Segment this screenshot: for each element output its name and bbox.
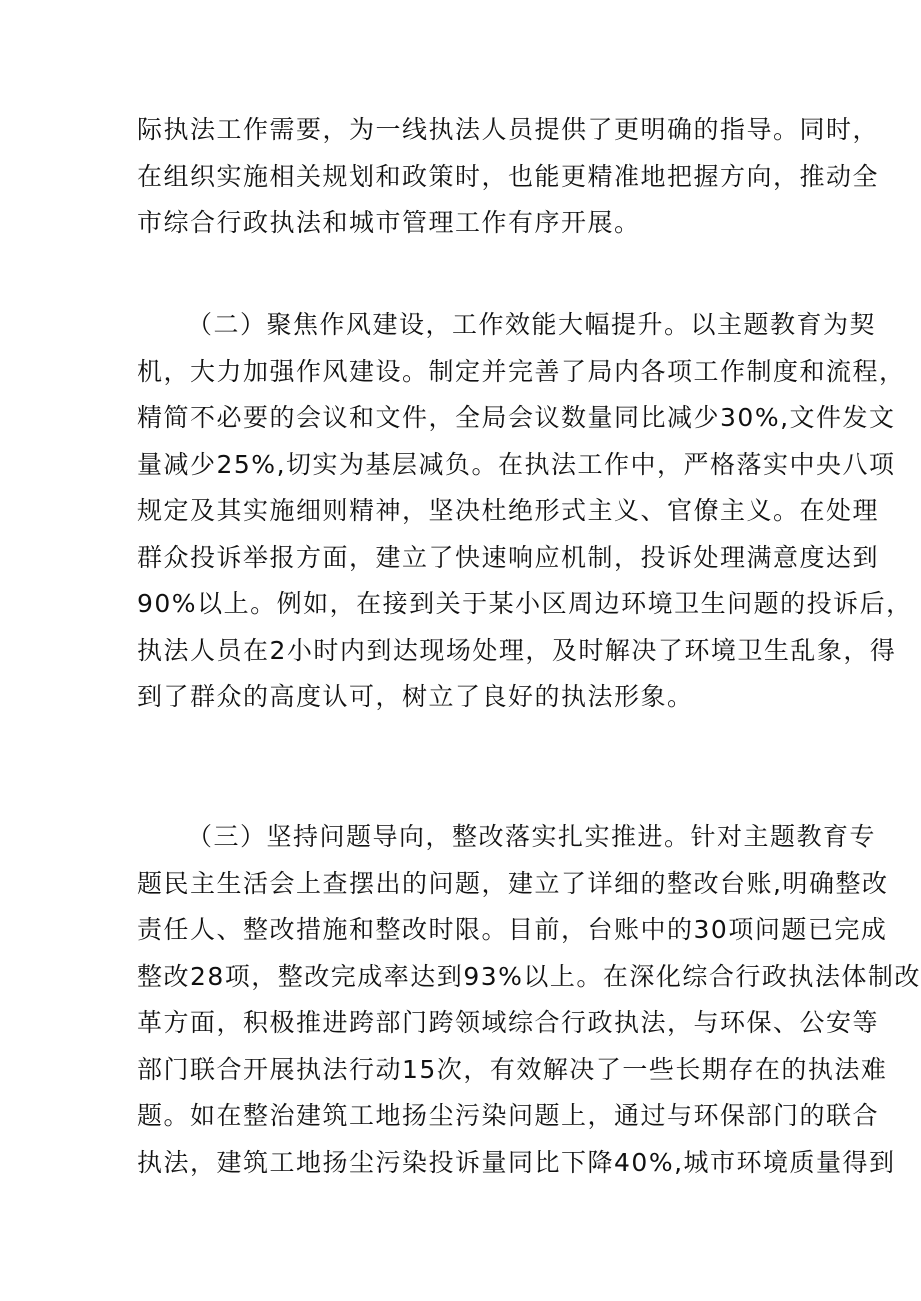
paragraph-work-style bbox=[137, 302, 913, 721]
text-line: 精简不必要的会议和文件，全局会议数量同比减少30%,文件发文 bbox=[137, 403, 896, 432]
text-line-first bbox=[137, 814, 877, 861]
text-line: 机，大力加强作风建设。制定并完善了局内各项工作制度和流程， bbox=[137, 356, 906, 386]
text-line: 革方面，积极推进跨部门跨领域综合行政执法，与环保、公安等 bbox=[137, 1008, 880, 1037]
text-line-content: （二）聚焦作风建设，工作效能大幅提升。以主题教育为契 bbox=[187, 310, 877, 339]
text-line: 规定及其实施细则精神，坚决杜绝形式主义、官僚主义。在处理 bbox=[137, 496, 880, 525]
text-line: 执法人员在2小时内到达现场处理，及时解决了环境卫生乱象，得 bbox=[137, 635, 897, 665]
text-line: 在组织实施相关规划和政策时，也能更精准地把握方向，推动全 bbox=[137, 161, 880, 191]
text-line: 90%以上。例如，在接到关于某小区周边环境卫生问题的投诉后， bbox=[137, 589, 913, 618]
text-line: 群众投诉举报方面，建立了快速响应机制，投诉处理满意度达到 bbox=[137, 542, 880, 572]
paragraph-rectification bbox=[137, 814, 921, 1186]
text-line: 部门联合开展执法行动15次，有效解决了一些长期存在的执法难 bbox=[137, 1054, 888, 1084]
text-line: 题。如在整治建筑工地扬尘污染问题上，通过与环保部门的联合 bbox=[137, 1101, 880, 1130]
text-line: 际执法工作需要，为一线执法人员提供了更明确的指导。同时， bbox=[137, 115, 880, 144]
text-line: 题民主生活会上查摆出的问题，建立了详细的整改台账,明确整改 bbox=[137, 868, 889, 898]
text-line: 市综合行政执法和城市管理工作有序开展。 bbox=[137, 208, 641, 237]
text-line: 执法，建筑工地扬尘污染投诉量同比下降40%,城市环境质量得到 bbox=[137, 1147, 896, 1177]
text-line: 责任人、整改措施和整改时限。目前，台账中的30项问题已完成 bbox=[137, 915, 888, 944]
text-line-content: （三）坚持问题导向，整改落实扎实推进。针对主题教育专 bbox=[187, 822, 877, 851]
text-line: 量减少25%,切实为基层减负。在执法工作中，严格落实中央八项 bbox=[137, 449, 896, 479]
text-line: 整改28项，整改完成率达到93%以上。在深化综合行政执法体制改 bbox=[137, 961, 921, 991]
text-line-first bbox=[137, 302, 877, 349]
paragraph-continuation bbox=[137, 107, 880, 247]
text-line: 到了群众的高度认可，树立了良好的执法形象。 bbox=[137, 682, 694, 711]
